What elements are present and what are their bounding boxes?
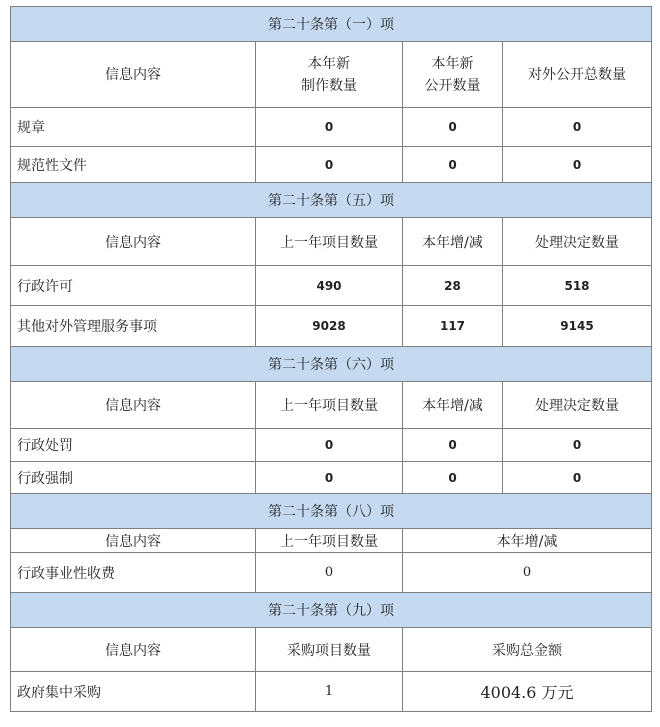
column-header-row <box>11 529 652 553</box>
column-header: 本年增/减 <box>403 382 503 429</box>
section-title: 第二十条第（五）项 <box>11 183 652 218</box>
cell-value: 0 <box>503 147 652 183</box>
table-row <box>11 553 652 593</box>
table-row <box>11 429 652 462</box>
column-header: 信息内容 <box>11 529 256 553</box>
column-header: 处理决定数量 <box>503 382 652 429</box>
column-header: 上一年项目数量 <box>256 218 403 266</box>
section-title: 第二十条第（六）项 <box>11 347 652 382</box>
cell-value: 0 <box>256 108 403 147</box>
cell-value: 0 <box>403 462 503 494</box>
table-row <box>11 672 652 712</box>
cell-value: 0 <box>503 108 652 147</box>
cell-value: 490 <box>256 266 403 306</box>
disclosure-table <box>10 6 652 712</box>
column-header: 上一年项目数量 <box>256 382 403 429</box>
column-header: 本年增/减 <box>403 529 652 553</box>
table-row <box>11 266 652 306</box>
section-header-4 <box>11 494 652 529</box>
cell-value: 0 <box>256 553 403 593</box>
table-row <box>11 462 652 494</box>
table-row <box>11 147 652 183</box>
row-label: 行政许可 <box>11 266 256 306</box>
row-label: 规范性文件 <box>11 147 256 183</box>
section-header-3 <box>11 347 652 382</box>
cell-value: 0 <box>503 462 652 494</box>
column-header: 对外公开总数量 <box>503 42 652 108</box>
cell-value: 0 <box>503 429 652 462</box>
cell-value: 117 <box>403 306 503 347</box>
row-label: 行政强制 <box>11 462 256 494</box>
table-row <box>11 108 652 147</box>
section-title: 第二十条第（九）项 <box>11 593 652 628</box>
column-header: 本年新 公开数量 <box>403 42 503 108</box>
row-label: 行政事业性收费 <box>11 553 256 593</box>
column-header: 上一年项目数量 <box>256 529 403 553</box>
column-header: 采购项目数量 <box>256 628 403 672</box>
cell-value: 0 <box>403 147 503 183</box>
column-header: 信息内容 <box>11 628 256 672</box>
cell-value: 28 <box>403 266 503 306</box>
section-header-5 <box>11 593 652 628</box>
column-header: 信息内容 <box>11 218 256 266</box>
column-header-row <box>11 382 652 429</box>
row-label: 政府集中采购 <box>11 672 256 712</box>
cell-value: 4004.6 万元 <box>403 672 652 712</box>
row-label: 其他对外管理服务事项 <box>11 306 256 347</box>
section-header-1 <box>11 7 652 42</box>
section-title: 第二十条第（一）项 <box>11 7 652 42</box>
column-header-row <box>11 42 652 108</box>
section-title: 第二十条第（八）项 <box>11 494 652 529</box>
cell-value: 0 <box>256 429 403 462</box>
column-header: 本年新 制作数量 <box>256 42 403 108</box>
column-header: 信息内容 <box>11 42 256 108</box>
column-header: 本年增/减 <box>403 218 503 266</box>
section-header-2 <box>11 183 652 218</box>
row-label: 行政处罚 <box>11 429 256 462</box>
column-header-row <box>11 628 652 672</box>
table-row <box>11 306 652 347</box>
cell-value: 0 <box>256 462 403 494</box>
cell-value: 0 <box>403 108 503 147</box>
cell-value: 1 <box>256 672 403 712</box>
cell-value: 9028 <box>256 306 403 347</box>
cell-value: 9145 <box>503 306 652 347</box>
row-label: 规章 <box>11 108 256 147</box>
cell-value: 0 <box>403 429 503 462</box>
column-header: 采购总金额 <box>403 628 652 672</box>
cell-value: 0 <box>256 147 403 183</box>
cell-value: 0 <box>403 553 652 593</box>
cell-value: 518 <box>503 266 652 306</box>
column-header: 处理决定数量 <box>503 218 652 266</box>
column-header: 信息内容 <box>11 382 256 429</box>
column-header-row <box>11 218 652 266</box>
